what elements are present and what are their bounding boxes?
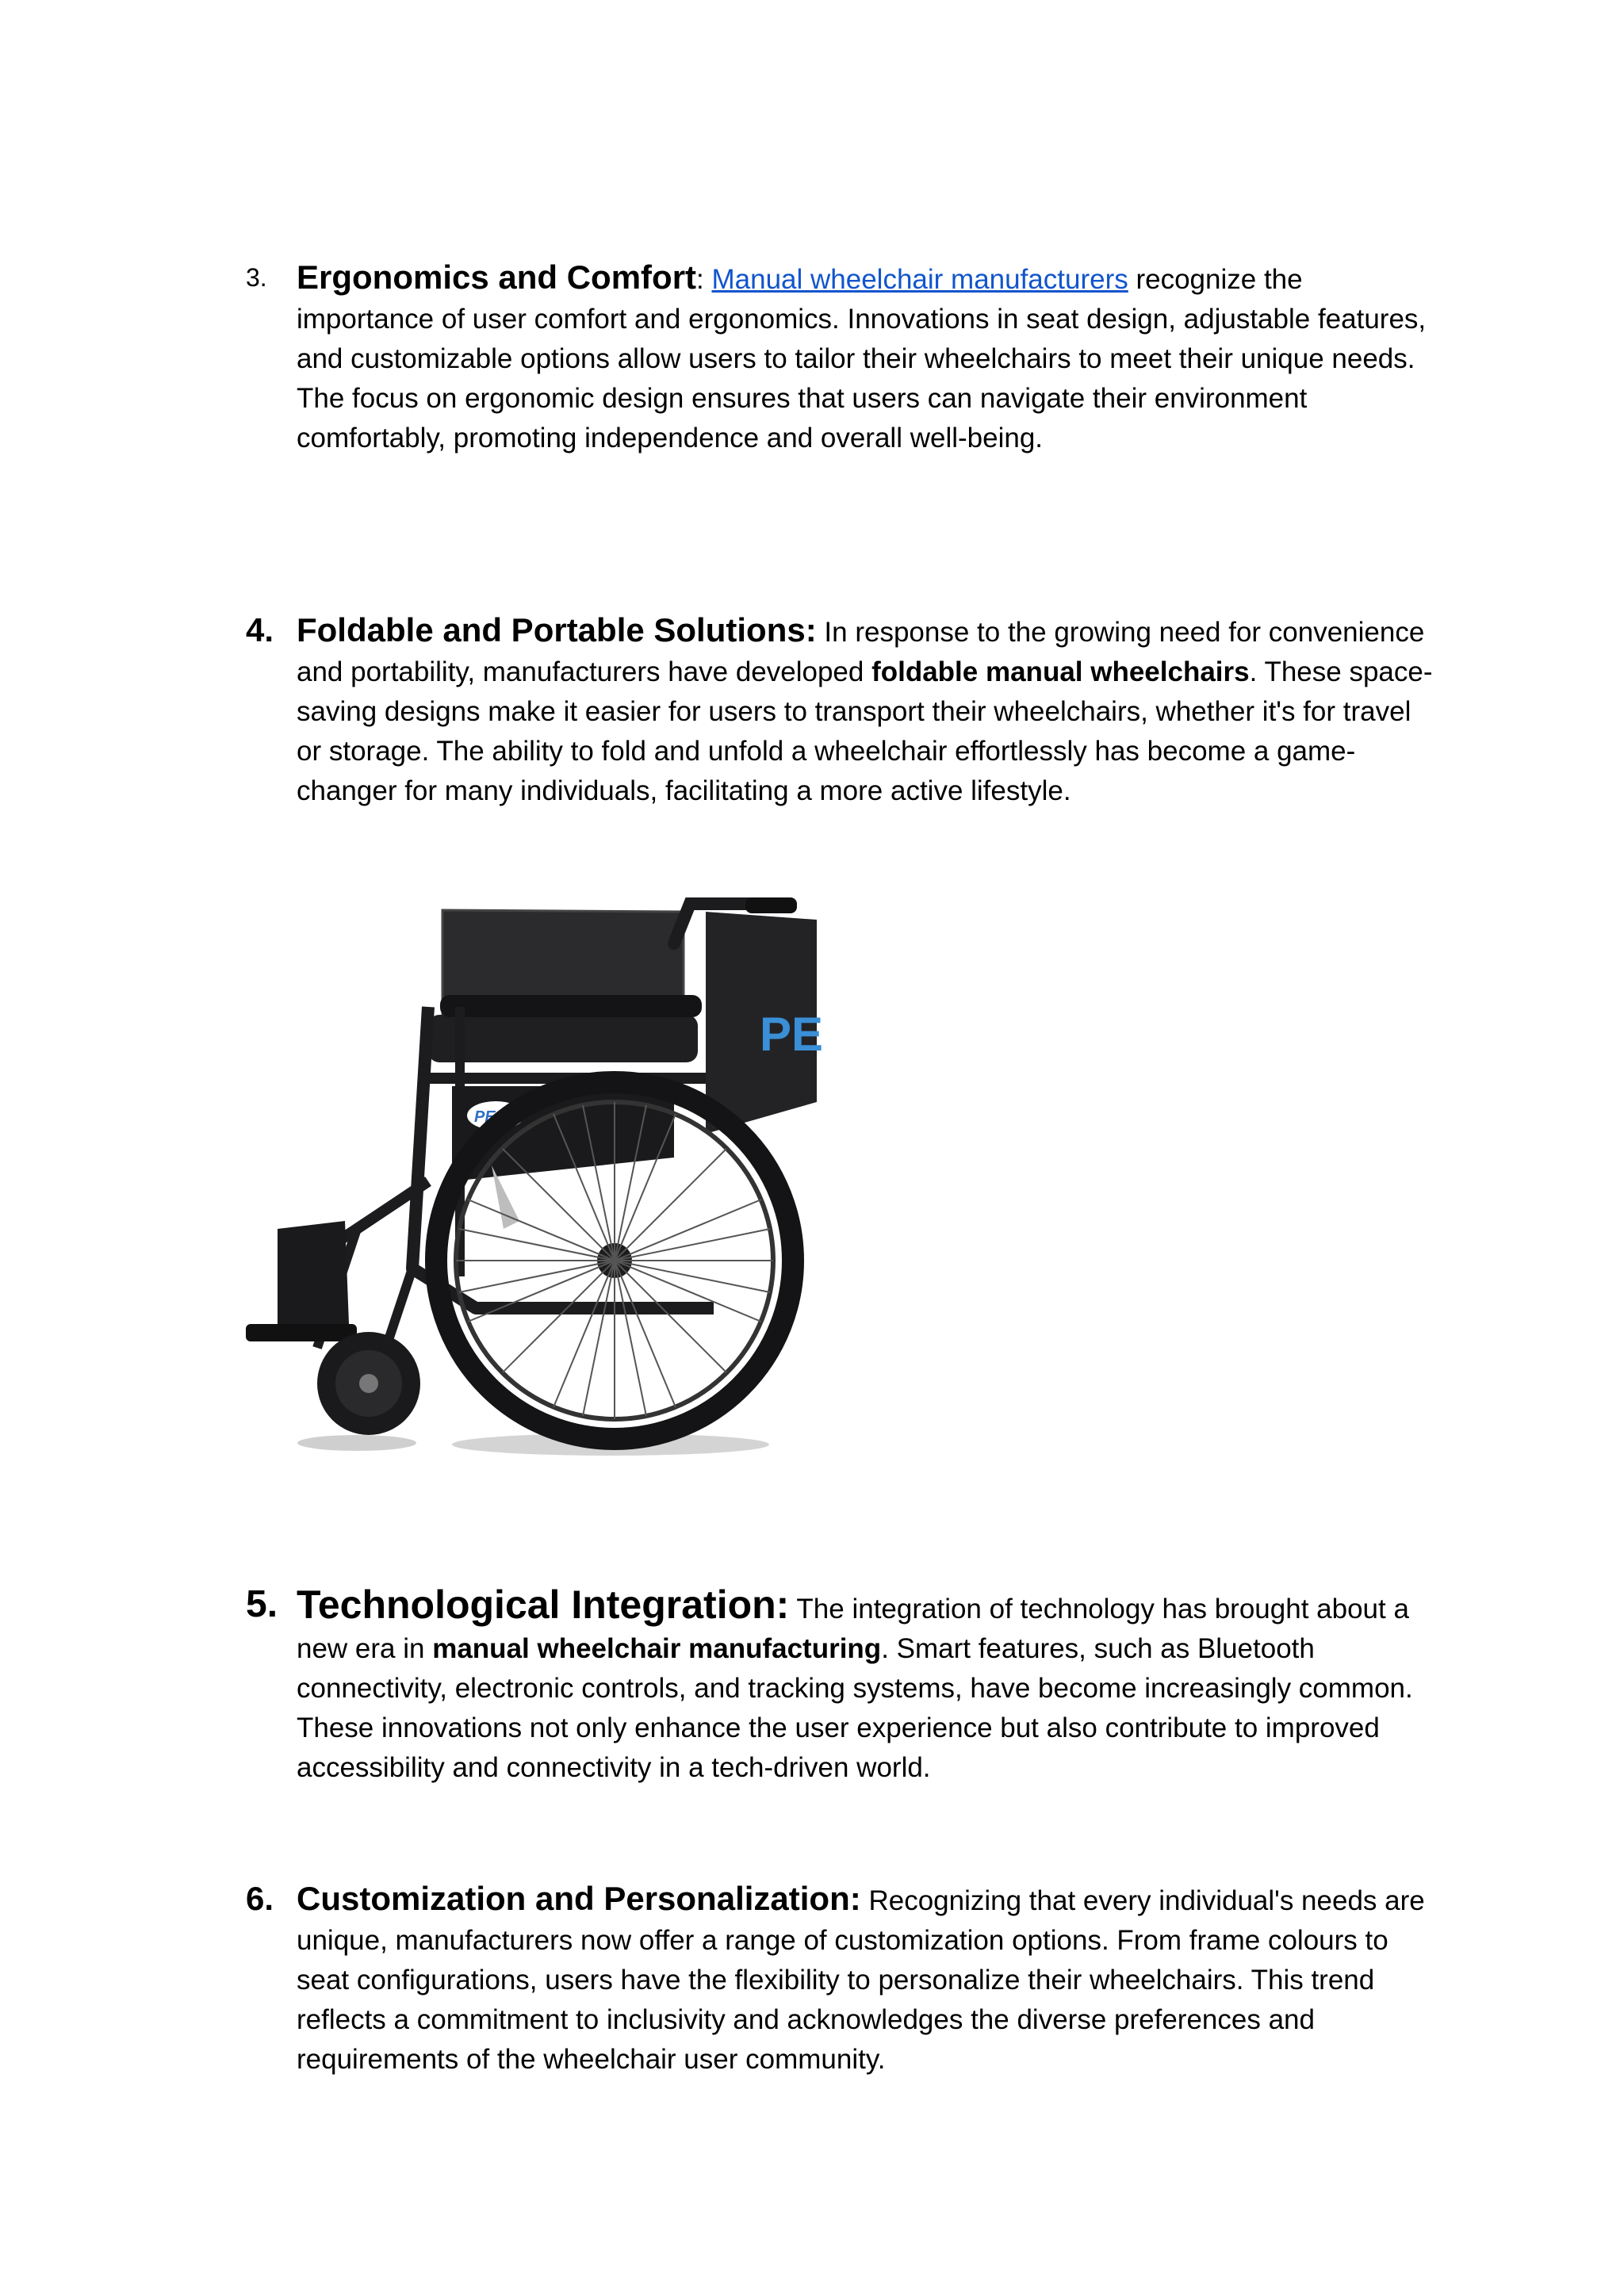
list-item-ergonomics [246,258,1438,458]
list-number: 6. [246,1880,274,1917]
list-item-technology [246,1582,1438,1788]
item-body: In response to the growing need for convenience and portability, manufacturers have developed [297,617,1425,687]
item-bold-term: foldable manual wheelchairs [871,656,1250,687]
manufacturers-link[interactable]: Manual wheelchair manufacturers [711,264,1128,295]
item-body-end: . These space-saving designs make it easier for users to transport their wheelchairs, whether it's for travel or storage. The ability to fold and unfold a wheelchair effortlessly has become a game-changer for many individuals, facilitating a more active lifestyle. [297,656,1433,806]
item-body: Recognizing that every individual's needs are unique, manufacturers now offer a range of customization options. From frame colours to seat configurations, users have the flexibility to personalize their wheelchairs. This trend reflects a commitment to inclusivity and acknowledges the diverse preferences and requirements of the wheelchair user community. [297,1885,1425,2075]
item-body: recognize the importance of user comfort and ergonomics. Innovations in seat design, adjustable features, and customizable options allow users to tailor their wheelchairs to meet their unique needs. The focus on ergonomic design ensures that users can navigate their environment comfortably, promoting independence and overall well-being. [297,264,1427,453]
list-item-foldable [246,610,1438,811]
item-heading: Technological Integration: [297,1582,790,1627]
item-bold-term: manual wheelchair manufacturing [432,1633,882,1664]
item-body-end: . Smart features, such as Bluetooth connectivity, electronic controls, and tracking systems, have become increasingly common. These innovations not only enhance the user experience but also contribute to improved accessibility and connectivity in a tech-driven world. [297,1633,1413,1783]
bag-brand-text: PE [760,1008,824,1061]
logo-text: PEAS [474,1108,518,1126]
item-heading: Foldable and Portable Solutions: [297,611,817,649]
wheelchair-icon [230,896,864,1467]
item-body: The integration of technology has brought about a new era in [297,1594,1409,1664]
list-number: 4. [246,611,274,649]
item-heading: Customization and Personalization: [297,1880,861,1917]
wheelchair-image [230,896,864,1467]
rear-wheel [436,1082,793,1439]
list-number: 5. [246,1583,278,1625]
item-heading: Ergonomics and Comfort [297,258,697,296]
heading-separator: : [696,264,712,295]
list-number: 3. [246,263,267,292]
list-item-customization [246,1879,1438,2080]
